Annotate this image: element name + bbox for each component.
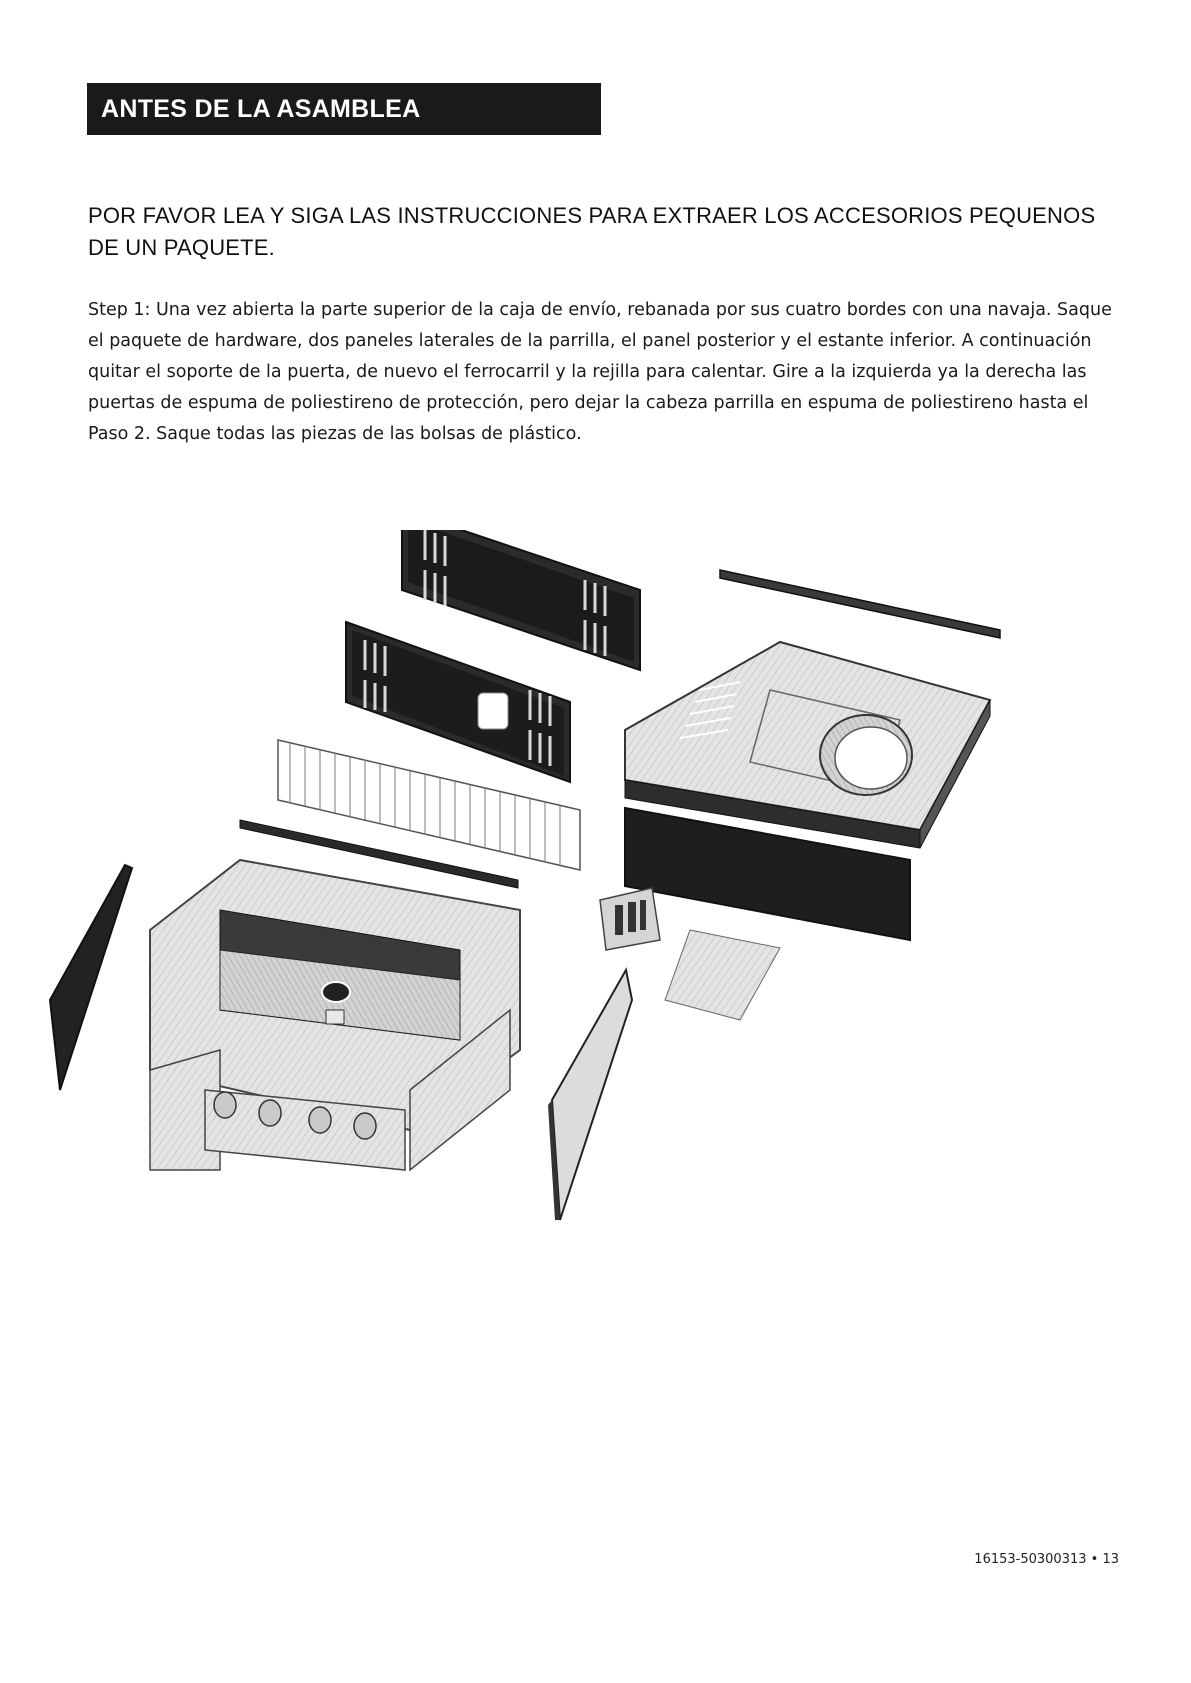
page-footer: 16153-50300313 • 13 [974, 1552, 1119, 1567]
grill-parts-illustration [40, 530, 1150, 1390]
hardware-pack [600, 888, 660, 950]
left-door [50, 865, 132, 1090]
section-banner: ANTES DE LA ASAMBLEA [87, 83, 601, 135]
instructions-heading: POR FAVOR LEA Y SIGA LAS INSTRUCCIONES PARA EXTRAER LOS ACCESORIOS PEQUENOS DE UN PAQUETE. [88, 203, 1096, 260]
side-panel-upper [402, 530, 640, 670]
right-door [548, 970, 632, 1220]
step-1-text: Step 1: Una vez abierta la parte superior de la caja de envío, rebanada por sus cuatro bordes con una navaja. Saque el paquete de hardware, dos paneles laterales de la parrilla, el panel posterior y el estante inferior. A continuación quitar el soporte de la puerta, de nuevo el ferrocarril y la rejilla para calentar. Gire a la izquierda ya la derecha las puertas de espuma de poliestireno de protección, pero dejar la cabeza parrilla en espuma de poliestireno hasta el Paso 2. Saque todas las piezas de las bolsas de plástico. [88, 300, 1112, 444]
small-panel [665, 930, 780, 1020]
side-panel-lower [346, 622, 570, 782]
grill-cart [150, 860, 520, 1170]
back-rail [720, 570, 1000, 638]
